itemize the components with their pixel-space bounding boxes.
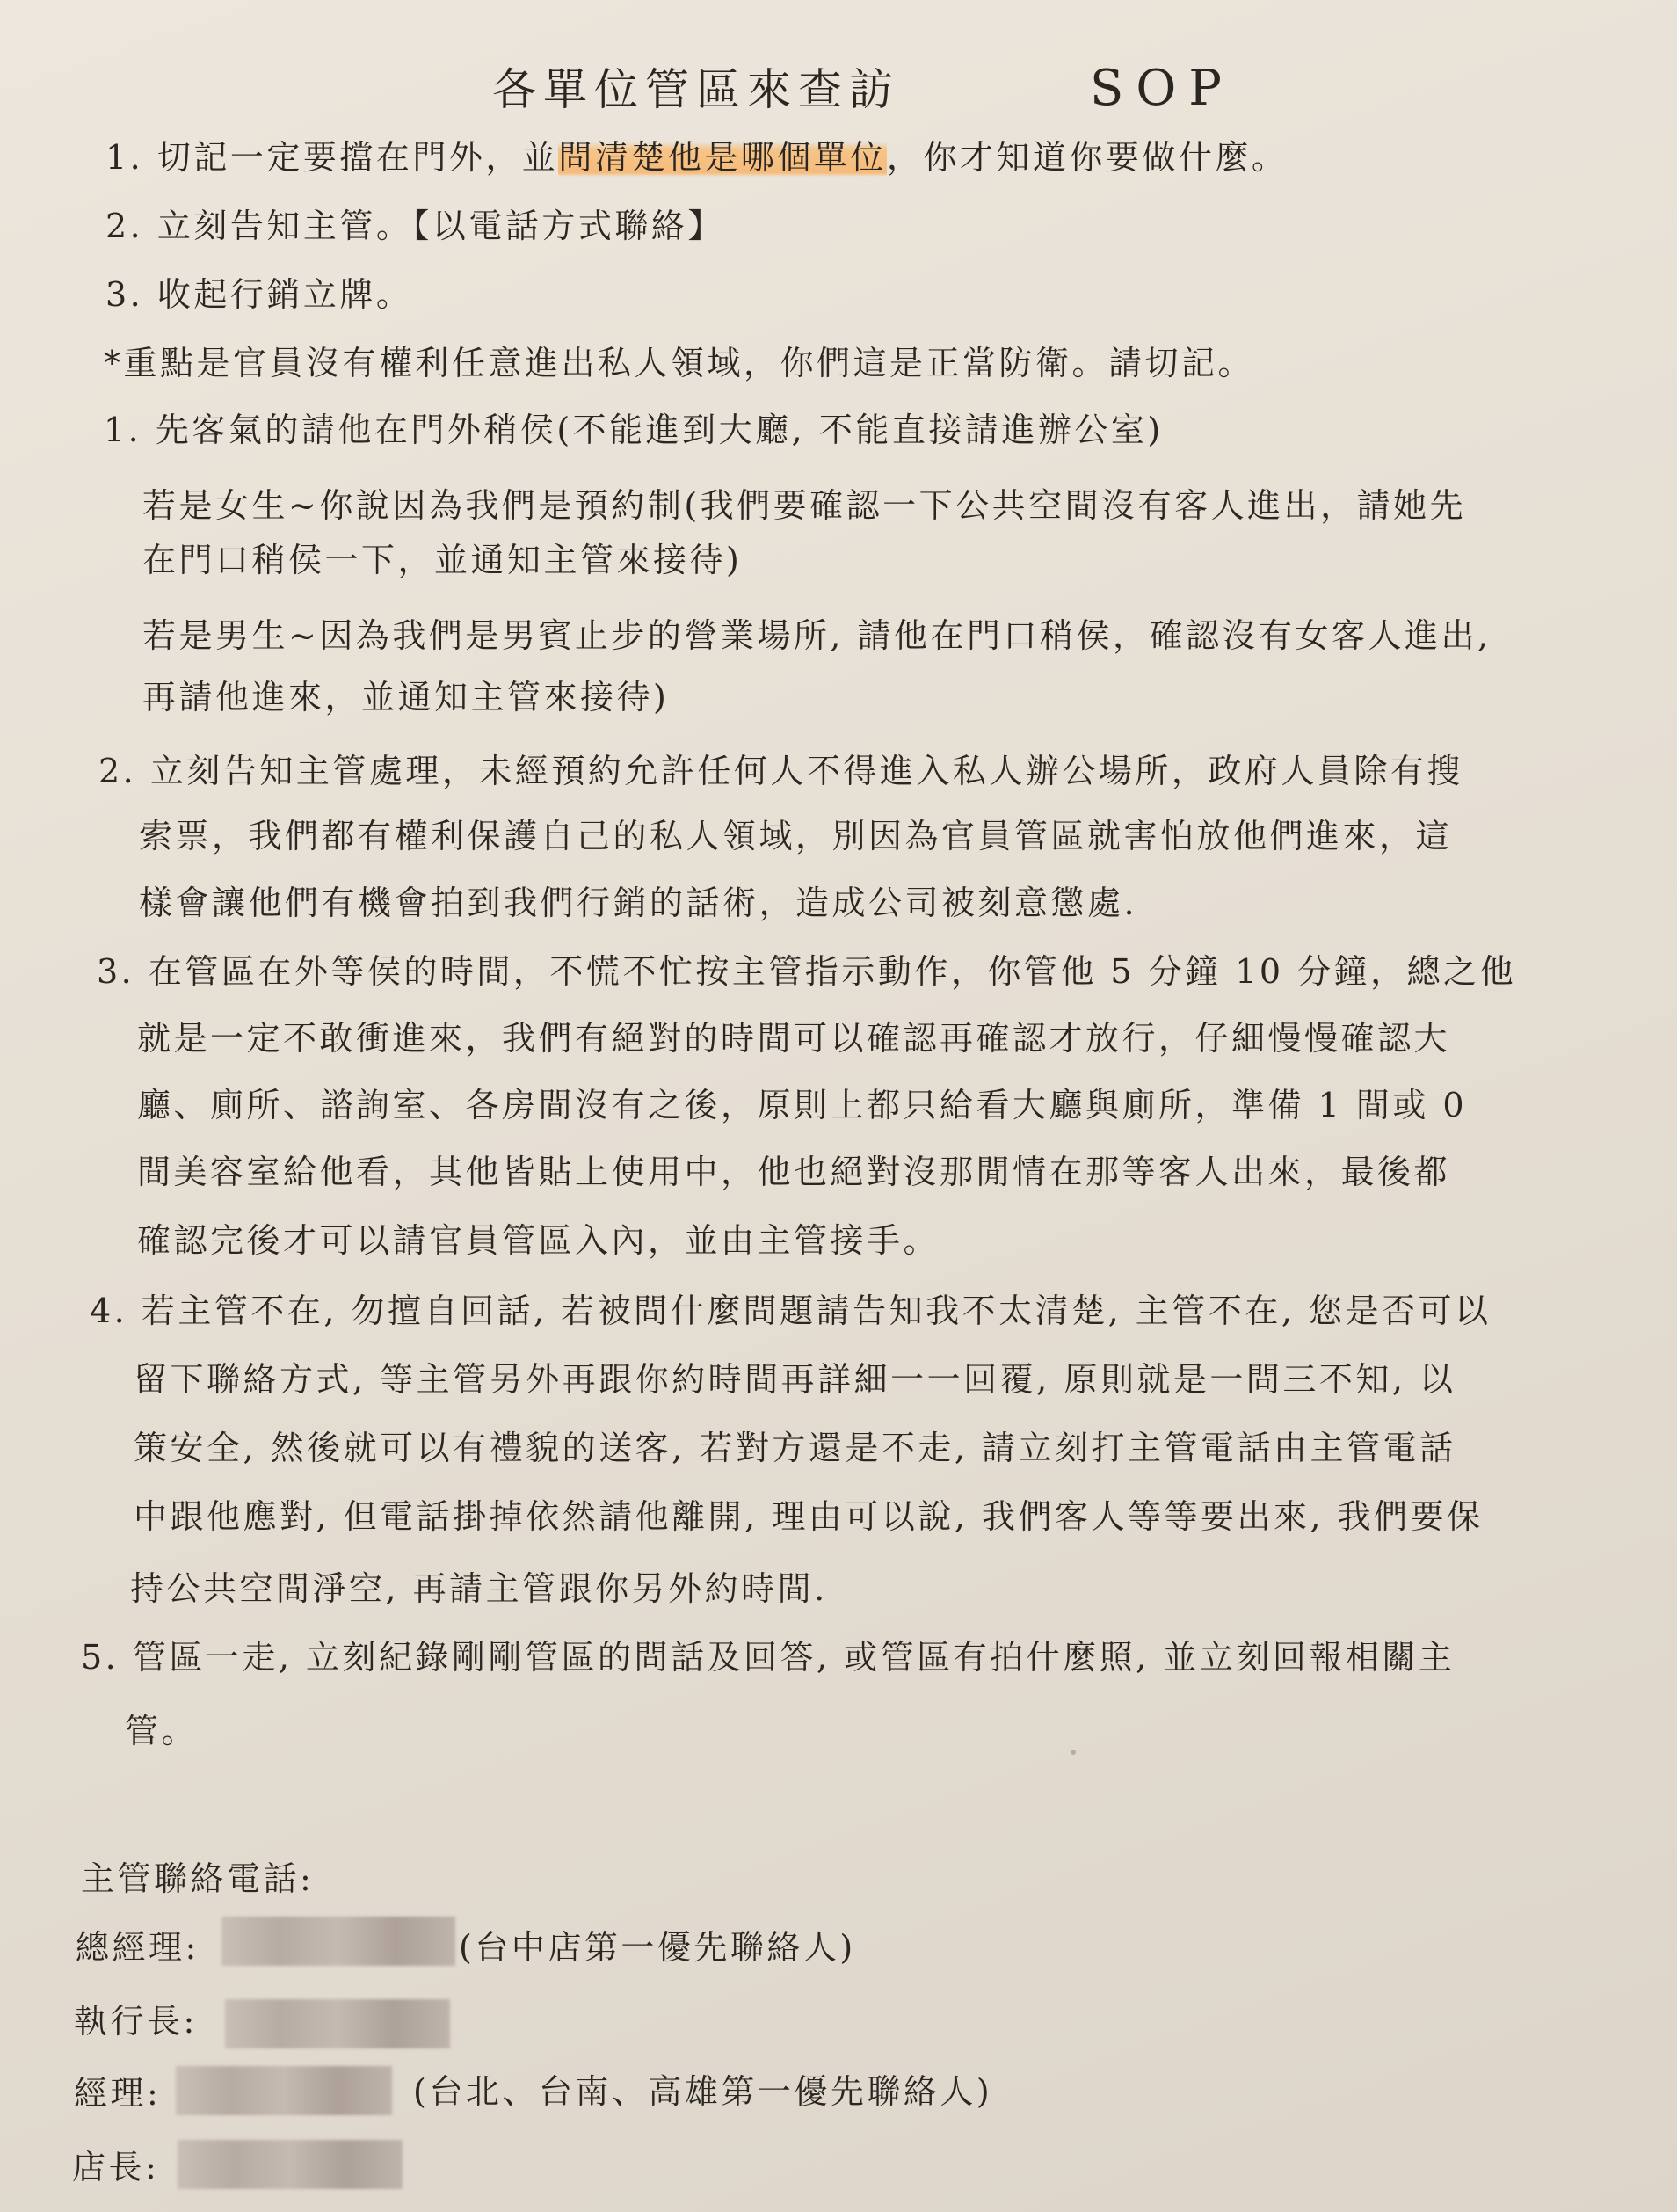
step-line: 持公共空間淨空, 再請主管跟你另外約時間. bbox=[130, 1569, 828, 1608]
intro-line-1 bbox=[105, 138, 1289, 177]
step-line: 在門口稍侯一下，並通知主管來接待) bbox=[142, 541, 743, 579]
redacted-phone bbox=[176, 2066, 392, 2115]
step-line: 5. 管區一走, 立刻紀錄剛剛管區的問話及回答, 或管區有拍什麼照, 並立刻回報相關主 bbox=[81, 1638, 1456, 1677]
step-line: 若是女生~你說因為我們是預約制(我們要確認一下公共空間沒有客人進出，請她先 bbox=[142, 486, 1467, 525]
redacted-phone bbox=[225, 1999, 450, 2048]
intro-line-3: 3. 收起行銷立牌。 bbox=[105, 275, 413, 314]
step-line: 間美容室給他看，其他皆貼上使用中，他也絕對沒那閒情在那等客人出來，最後都 bbox=[137, 1153, 1451, 1191]
step-line: 留下聯絡方式, 等主管另外再跟你約時間再詳細一一回覆, 原則就是一問三不知, 以 bbox=[134, 1360, 1456, 1399]
intro-line-1-suffix: ，你才知道你要做什麼。 bbox=[886, 138, 1289, 177]
mgr-note: (台北、台南、高雄第一優先聯絡人) bbox=[413, 2072, 993, 2111]
ceo-label: 執行長: bbox=[74, 2002, 198, 2041]
intro-line-2: 2. 立刻告知主管。【以電話方式聯絡】 bbox=[105, 207, 724, 245]
step-line: 2. 立刻告知主管處理，未經預約允許任何人不得進入私人辦公場所，政府人員除有搜 bbox=[98, 752, 1463, 790]
step-line: 索票，我們都有權利保護自己的私人領域，別因為官員管區就害怕放他們進來，這 bbox=[139, 817, 1453, 855]
step-line: 再請他進來，並通知主管來接待) bbox=[142, 678, 670, 717]
highlighted-text: 問清楚他是哪個單位 bbox=[558, 138, 887, 177]
mgr-label: 經理: bbox=[74, 2074, 162, 2113]
step-line: 確認完後才可以請官員管區入內，並由主管接手。 bbox=[137, 1221, 940, 1260]
gm-label: 總經理: bbox=[76, 1928, 200, 1967]
title-sop: SOP bbox=[1090, 60, 1234, 117]
gm-note: (台中店第一優先聯絡人) bbox=[459, 1928, 856, 1967]
intro-line-1-prefix: 1. 切記一定要擋在門外，並 bbox=[105, 138, 559, 177]
step-line: 若是男生~因為我們是男賓止步的營業場所, 請他在門口稍侯，確認沒有女客人進出, bbox=[142, 616, 1492, 655]
contacts-heading: 主管聯絡電話: bbox=[81, 1859, 315, 1898]
document-title bbox=[492, 55, 1283, 125]
step-line: 1. 先客氣的請他在門外稍侯(不能進到大廳, 不能直接請進辦公室) bbox=[104, 411, 1164, 449]
store-label: 店長: bbox=[72, 2148, 160, 2187]
redacted-phone bbox=[221, 1917, 455, 1966]
redacted-phone bbox=[178, 2140, 403, 2189]
important-note: *重點是官員沒有權利任意進出私人領域，你們這是正當防衛。請切記。 bbox=[104, 344, 1255, 382]
step-line: 中跟他應對, 但電話掛掉依然請他離開, 理由可以說, 我們客人等等要出來, 我們要保 bbox=[134, 1497, 1484, 1536]
title-text: 各單位管區來查訪 bbox=[492, 64, 900, 115]
step-line: 就是一定不敢衝進來，我們有絕對的時間可以確認再確認才放行，仔細慢慢確認大 bbox=[137, 1019, 1451, 1058]
step-line: 樣會讓他們有機會拍到我們行銷的話術，造成公司被刻意懲處. bbox=[139, 884, 1138, 922]
step-line: 策安全, 然後就可以有禮貌的送客, 若對方還是不走, 請立刻打主管電話由主管電話 bbox=[134, 1429, 1456, 1467]
step-line: 管。 bbox=[125, 1712, 199, 1750]
step-line: 廳、廁所、諮詢室、各房間沒有之後，原則上都只給看大廳與廁所，準備 1 間或 0 bbox=[137, 1086, 1468, 1124]
step-line: 4. 若主管不在, 勿擅自回話, 若被問什麼問題請告知我不太清楚, 主管不在, 您是否可以 bbox=[90, 1292, 1492, 1330]
paper-speck bbox=[1071, 1750, 1076, 1755]
step-line: 3. 在管區在外等侯的時間，不慌不忙按主管指示動作，你管他 5 分鐘 10 分鐘，總之他 bbox=[97, 952, 1517, 991]
